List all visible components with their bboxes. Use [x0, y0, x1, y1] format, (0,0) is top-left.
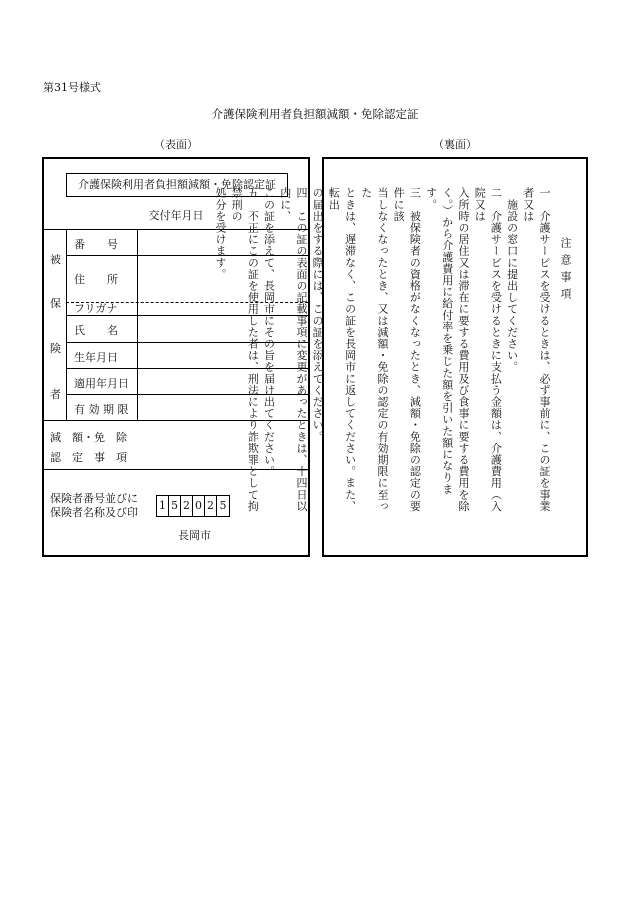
insurer-digit: 2: [181, 496, 193, 516]
insurer-digit: 2: [205, 496, 217, 516]
reduction-label-2: 認 定 事 項: [50, 451, 127, 464]
note-item-4: 四 この証の表面の記載事項に変更があったときは、十四日以内に、 この証を添えて、長岡市にその旨を届け出てください。: [262, 187, 308, 512]
insurer-digit: 5: [169, 496, 181, 516]
insurer-digit: 0: [193, 496, 205, 516]
insurer-label: 保険者番号並びに保険者名称及び印: [50, 492, 138, 519]
form-number: 第31号様式: [43, 81, 101, 94]
document-title: 介護保険利用者負担額減額・免除認定証: [211, 107, 419, 121]
insurer-name: 長岡市: [178, 529, 211, 542]
card-title: 介護保険利用者負担額減額・免除認定証: [66, 173, 288, 197]
label-birthdate: 生年月日: [74, 351, 118, 364]
notes-title: 注意事項: [559, 237, 572, 305]
note-item-2: 二 介護サービスを受けるときに支払う金額は、介護費用（入院又は 入所時の居住又は滞在に要する費用及び食事に要する費用を除 く。）から介護費用に給付率を乗じた額を引いた額になります。: [424, 187, 503, 512]
group-char-1: 被: [50, 253, 61, 266]
group-char-3: 険: [50, 342, 61, 355]
card-back: [213, 157, 588, 557]
group-char-2: 保: [50, 297, 61, 310]
group-char-4: 者: [50, 388, 61, 401]
label-furigana: フリガナ: [74, 302, 118, 315]
note-item-5: 五 不正にこの証を使用した者は、刑法により詐欺罪として拘禁刑の 処分を受けます。: [213, 187, 260, 512]
label-apply-date: 適用年月日: [74, 377, 129, 390]
notes-list: [212, 187, 552, 517]
label-address: 住 所: [74, 273, 118, 286]
front-side-label: （表面）: [154, 138, 198, 151]
insurer-digit: 5: [219, 499, 227, 512]
issue-date-label: 交付年月日: [148, 209, 204, 222]
insurer-digit: 1: [157, 496, 169, 516]
note-item-1: 一 介護サービスを受けるときは、必ず事前に、この証を事業者又は 施設の窓口に提出してください。: [505, 187, 551, 512]
label-number: 番 号: [74, 238, 118, 251]
label-validity: 有 効 期 限: [74, 403, 129, 416]
reduction-label-1: 減 額・免 除: [50, 431, 127, 444]
label-name: 氏 名: [74, 324, 118, 337]
back-side-label: （裏面）: [433, 138, 477, 151]
note-item-3: 三 被保険者の資格がなくなったとき、減額・免除の認定の要件に該 当しなくなったとき、又は減額・免除の認定の有効期限に至った ときは、遅滞なく、この証を長岡市に返してください。また、転出 の届出をする際には、この証を添えてください。: [311, 187, 422, 512]
